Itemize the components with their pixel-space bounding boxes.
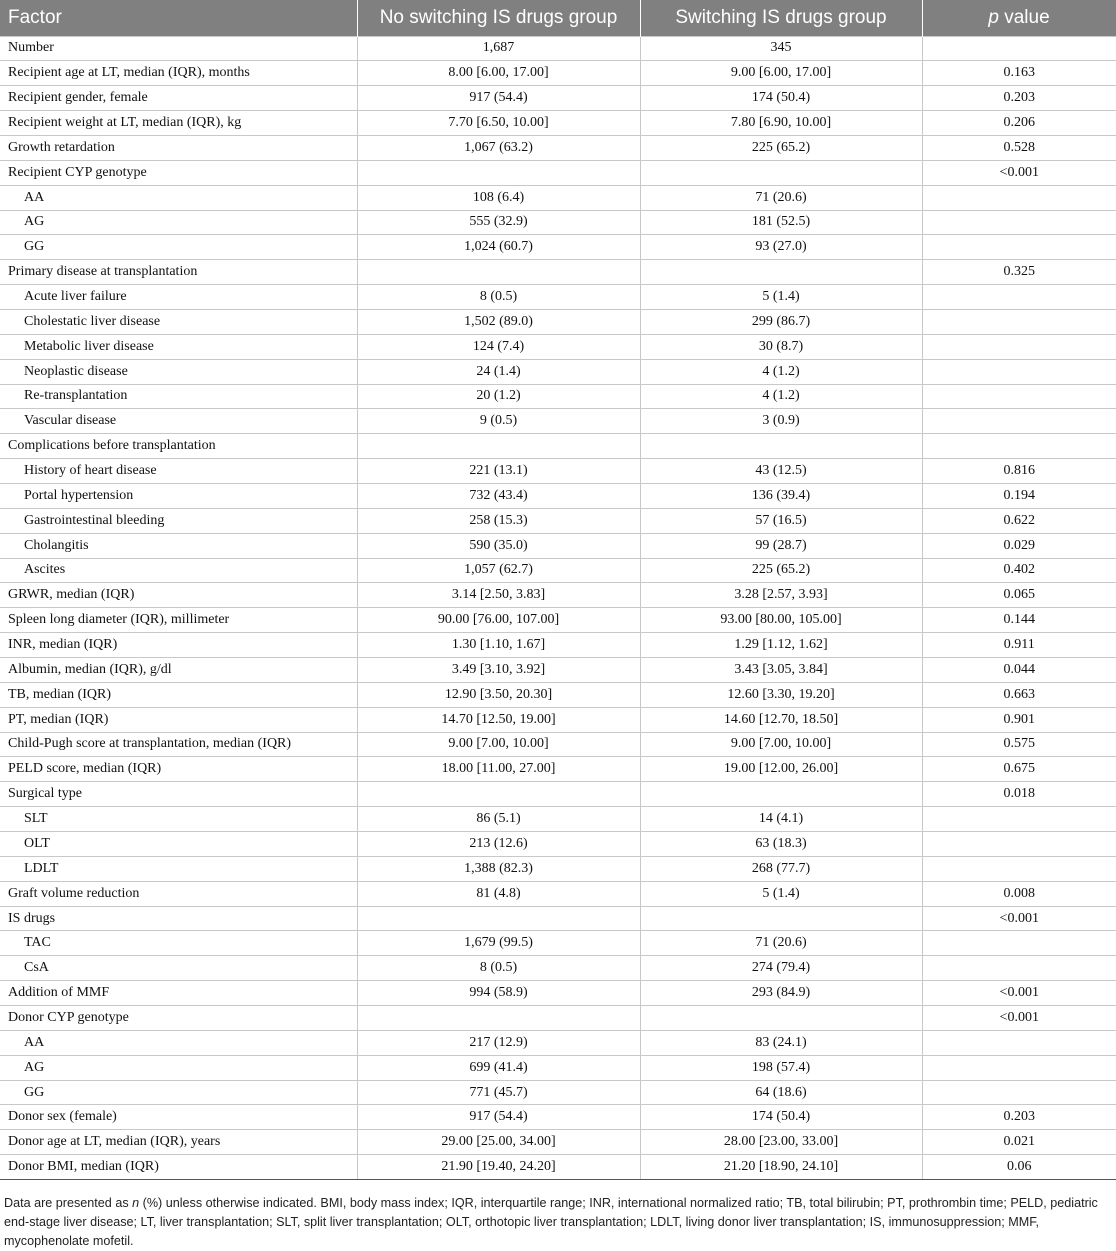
no-switching-value-cell: 1,067 (63.2) [357,135,640,160]
switching-value-cell: 1.29 [1.12, 1.62] [640,633,922,658]
table-row [0,881,1116,906]
switching-value-cell: 9.00 [7.00, 10.00] [640,732,922,757]
no-switching-value-cell: 732 (43.4) [357,483,640,508]
no-switching-value-cell: 1,057 (62.7) [357,558,640,583]
no-switching-value-cell: 221 (13.1) [357,459,640,484]
p-value-cell [922,285,1116,310]
switching-value-cell: 21.20 [18.90, 24.10] [640,1155,922,1180]
p-value-cell: 0.065 [922,583,1116,608]
footnote-n-symbol: n [132,1196,140,1211]
table-row [0,1006,1116,1031]
p-value-cell: <0.001 [922,160,1116,185]
factor-cell: Vascular disease [0,409,357,434]
no-switching-value-cell: 555 (32.9) [357,210,640,235]
factor-cell: TB, median (IQR) [0,682,357,707]
factor-cell: Graft volume reduction [0,881,357,906]
p-value-cell: 0.194 [922,483,1116,508]
factor-cell: Gastrointestinal bleeding [0,508,357,533]
no-switching-value-cell: 20 (1.2) [357,384,640,409]
switching-value-cell: 4 (1.2) [640,359,922,384]
no-switching-value-cell: 9 (0.5) [357,409,640,434]
factor-cell: Acute liver failure [0,285,357,310]
p-value-cell [922,334,1116,359]
factor-cell: GG [0,1080,357,1105]
factor-cell: Re-transplantation [0,384,357,409]
table-row [0,185,1116,210]
table-row [0,434,1116,459]
no-switching-value-cell: 590 (35.0) [357,533,640,558]
switching-value-cell: 9.00 [6.00, 17.00] [640,61,922,86]
switching-value-cell: 225 (65.2) [640,558,922,583]
table-row [0,459,1116,484]
table-footnote [4,1194,1112,1251]
no-switching-value-cell [357,434,640,459]
no-switching-value-cell [357,906,640,931]
table-row [0,707,1116,732]
p-value-cell: <0.001 [922,1006,1116,1031]
p-value-cell [922,807,1116,832]
factor-cell: Donor age at LT, median (IQR), years [0,1130,357,1155]
factor-cell: Metabolic liver disease [0,334,357,359]
switching-value-cell: 64 (18.6) [640,1080,922,1105]
factor-cell: Donor CYP genotype [0,1006,357,1031]
table-row [0,334,1116,359]
factor-cell: AG [0,1055,357,1080]
header-p-value [922,0,1116,36]
factor-cell: AG [0,210,357,235]
factor-cell: Complications before transplantation [0,434,357,459]
no-switching-value-cell: 9.00 [7.00, 10.00] [357,732,640,757]
factor-cell: Spleen long diameter (IQR), millimeter [0,608,357,633]
switching-value-cell: 174 (50.4) [640,86,922,111]
p-value-cell: 0.144 [922,608,1116,633]
switching-value-cell: 3.43 [3.05, 3.84] [640,657,922,682]
table-row [0,111,1116,136]
p-value-cell: 0.206 [922,111,1116,136]
no-switching-value-cell [357,782,640,807]
table-row [0,782,1116,807]
p-value-cell [922,36,1116,61]
switching-value-cell: 12.60 [3.30, 19.20] [640,682,922,707]
table-row [0,1130,1116,1155]
switching-value-cell: 19.00 [12.00, 26.00] [640,757,922,782]
factor-cell: Cholangitis [0,533,357,558]
no-switching-value-cell [357,1006,640,1031]
no-switching-value-cell: 108 (6.4) [357,185,640,210]
no-switching-value-cell: 8 (0.5) [357,285,640,310]
factor-cell: CsA [0,956,357,981]
p-value-cell [922,309,1116,334]
no-switching-value-cell: 771 (45.7) [357,1080,640,1105]
table-row [0,931,1116,956]
switching-value-cell: 174 (50.4) [640,1105,922,1130]
table-row [0,732,1116,757]
p-value-cell [922,409,1116,434]
p-value-cell: <0.001 [922,906,1116,931]
no-switching-value-cell: 14.70 [12.50, 19.00] [357,707,640,732]
table-row [0,309,1116,334]
switching-value-cell: 57 (16.5) [640,508,922,533]
switching-value-cell: 181 (52.5) [640,210,922,235]
table-row [0,409,1116,434]
no-switching-value-cell: 29.00 [25.00, 34.00] [357,1130,640,1155]
switching-value-cell: 99 (28.7) [640,533,922,558]
factor-cell: Addition of MMF [0,981,357,1006]
switching-value-cell: 63 (18.3) [640,832,922,857]
no-switching-value-cell: 258 (15.3) [357,508,640,533]
p-value-cell: 0.663 [922,682,1116,707]
table-row [0,1080,1116,1105]
p-value-cell [922,384,1116,409]
no-switching-value-cell: 917 (54.4) [357,1105,640,1130]
no-switching-value-cell: 12.90 [3.50, 20.30] [357,682,640,707]
no-switching-value-cell [357,160,640,185]
p-value-cell: 0.675 [922,757,1116,782]
p-value-cell: 0.029 [922,533,1116,558]
p-value-cell: 0.203 [922,86,1116,111]
no-switching-value-cell: 124 (7.4) [357,334,640,359]
factor-cell: Donor sex (female) [0,1105,357,1130]
no-switching-value-cell: 21.90 [19.40, 24.20] [357,1155,640,1180]
table-row [0,235,1116,260]
table-row [0,657,1116,682]
switching-value-cell: 28.00 [23.00, 33.00] [640,1130,922,1155]
table-body [0,36,1116,1180]
p-value-cell: 0.402 [922,558,1116,583]
factor-cell: SLT [0,807,357,832]
p-value-cell: 0.528 [922,135,1116,160]
switching-value-cell: 4 (1.2) [640,384,922,409]
header-factor: Factor [0,0,357,36]
factor-cell: Albumin, median (IQR), g/dl [0,657,357,682]
switching-value-cell: 198 (57.4) [640,1055,922,1080]
factor-cell: TAC [0,931,357,956]
p-value-cell [922,185,1116,210]
factor-cell: Cholestatic liver disease [0,309,357,334]
switching-value-cell: 71 (20.6) [640,185,922,210]
switching-value-cell: 293 (84.9) [640,981,922,1006]
p-value-cell [922,1030,1116,1055]
switching-value-cell: 43 (12.5) [640,459,922,484]
table-row [0,483,1116,508]
no-switching-value-cell: 917 (54.4) [357,86,640,111]
p-value-cell [922,1055,1116,1080]
switching-value-cell: 14.60 [12.70, 18.50] [640,707,922,732]
table-header [0,0,1116,36]
switching-value-cell: 30 (8.7) [640,334,922,359]
p-value-cell: <0.001 [922,981,1116,1006]
table-row [0,633,1116,658]
header-row [0,0,1116,36]
p-value-cell: 0.325 [922,260,1116,285]
p-value-cell: 0.008 [922,881,1116,906]
p-value-cell: 0.203 [922,1105,1116,1130]
factor-cell: Neoplastic disease [0,359,357,384]
factor-cell: INR, median (IQR) [0,633,357,658]
factor-cell: PELD score, median (IQR) [0,757,357,782]
switching-value-cell [640,434,922,459]
p-value-cell: 0.06 [922,1155,1116,1180]
factor-cell: Number [0,36,357,61]
table-row [0,757,1116,782]
no-switching-value-cell: 81 (4.8) [357,881,640,906]
no-switching-value-cell: 18.00 [11.00, 27.00] [357,757,640,782]
table-row [0,36,1116,61]
factor-cell: Recipient weight at LT, median (IQR), kg [0,111,357,136]
no-switching-value-cell: 1,502 (89.0) [357,309,640,334]
p-value-cell: 0.021 [922,1130,1116,1155]
switching-value-cell: 71 (20.6) [640,931,922,956]
no-switching-value-cell: 90.00 [76.00, 107.00] [357,608,640,633]
p-value-cell: 0.163 [922,61,1116,86]
table-row [0,1155,1116,1180]
header-switching-group: Switching IS drugs group [640,0,922,36]
no-switching-value-cell: 213 (12.6) [357,832,640,857]
switching-value-cell: 3.28 [2.57, 3.93] [640,583,922,608]
no-switching-value-cell: 8.00 [6.00, 17.00] [357,61,640,86]
table-row [0,210,1116,235]
table-row [0,856,1116,881]
no-switching-value-cell: 3.14 [2.50, 3.83] [357,583,640,608]
no-switching-value-cell: 1,679 (99.5) [357,931,640,956]
no-switching-value-cell: 8 (0.5) [357,956,640,981]
no-switching-value-cell: 1.30 [1.10, 1.67] [357,633,640,658]
switching-value-cell: 345 [640,36,922,61]
no-switching-value-cell: 994 (58.9) [357,981,640,1006]
header-p-letter: p [988,6,999,28]
factor-cell: IS drugs [0,906,357,931]
switching-value-cell: 268 (77.7) [640,856,922,881]
table-row [0,608,1116,633]
factor-cell: AA [0,185,357,210]
table-row [0,359,1116,384]
p-value-cell [922,359,1116,384]
factor-cell: Recipient gender, female [0,86,357,111]
table-row [0,384,1116,409]
table-row [0,956,1116,981]
switching-value-cell: 3 (0.9) [640,409,922,434]
switching-value-cell [640,1006,922,1031]
table-row [0,533,1116,558]
no-switching-value-cell: 217 (12.9) [357,1030,640,1055]
table-row [0,906,1116,931]
factor-cell: GRWR, median (IQR) [0,583,357,608]
factor-cell: Recipient age at LT, median (IQR), months [0,61,357,86]
p-value-cell: 0.018 [922,782,1116,807]
table-row [0,583,1116,608]
table-row [0,981,1116,1006]
table-row [0,558,1116,583]
factor-cell: GG [0,235,357,260]
no-switching-value-cell: 86 (5.1) [357,807,640,832]
factor-cell: Child-Pugh score at transplantation, median (IQR) [0,732,357,757]
no-switching-value-cell: 1,388 (82.3) [357,856,640,881]
p-value-cell: 0.816 [922,459,1116,484]
p-value-cell [922,856,1116,881]
table-row [0,508,1116,533]
switching-value-cell: 83 (24.1) [640,1030,922,1055]
p-value-cell [922,931,1116,956]
switching-value-cell: 14 (4.1) [640,807,922,832]
switching-value-cell: 7.80 [6.90, 10.00] [640,111,922,136]
factor-cell: AA [0,1030,357,1055]
switching-value-cell [640,782,922,807]
factor-cell: History of heart disease [0,459,357,484]
table-row [0,1030,1116,1055]
switching-value-cell: 225 (65.2) [640,135,922,160]
header-no-switching-group: No switching IS drugs group [357,0,640,36]
header-p-suffix: value [998,6,1050,28]
table-row [0,682,1116,707]
table-row [0,285,1116,310]
p-value-cell [922,1080,1116,1105]
table-row [0,86,1116,111]
no-switching-value-cell [357,260,640,285]
factor-cell: Surgical type [0,782,357,807]
table-row [0,135,1116,160]
factor-cell: Recipient CYP genotype [0,160,357,185]
table-row [0,260,1116,285]
no-switching-value-cell: 3.49 [3.10, 3.92] [357,657,640,682]
switching-value-cell: 299 (86.7) [640,309,922,334]
factor-cell: Growth retardation [0,135,357,160]
p-value-cell [922,832,1116,857]
p-value-cell: 0.622 [922,508,1116,533]
switching-value-cell: 5 (1.4) [640,285,922,310]
p-value-cell [922,210,1116,235]
footnote-text-rest: (%) unless otherwise indicated. BMI, body mass index; IQR, interquartile range; INR, international normalized ratio; TB, total bilirubin; PT, prothrombin time; PELD, pediatric end-stage liver disease; LT, liver transplantation; SLT, split liver transplantation; OLT, orthotopic liver transplantation; LDLT, living donor liver transplantation; IS, immunosuppression; MMF, mycophenolate mofetil. [4,1196,1098,1249]
factor-cell: PT, median (IQR) [0,707,357,732]
p-value-cell: 0.575 [922,732,1116,757]
table-row [0,1055,1116,1080]
switching-value-cell: 93.00 [80.00, 105.00] [640,608,922,633]
switching-value-cell [640,160,922,185]
p-value-cell: 0.911 [922,633,1116,658]
switching-value-cell [640,260,922,285]
table-row [0,832,1116,857]
factor-cell: Donor BMI, median (IQR) [0,1155,357,1180]
footnote-text-start: Data are presented as [4,1196,133,1211]
factor-cell: Primary disease at transplantation [0,260,357,285]
switching-value-cell: 274 (79.4) [640,956,922,981]
no-switching-value-cell: 1,024 (60.7) [357,235,640,260]
factor-cell: OLT [0,832,357,857]
switching-value-cell: 136 (39.4) [640,483,922,508]
factor-cell: Ascites [0,558,357,583]
no-switching-value-cell: 699 (41.4) [357,1055,640,1080]
switching-value-cell: 93 (27.0) [640,235,922,260]
no-switching-value-cell: 1,687 [357,36,640,61]
table-row [0,61,1116,86]
table-row [0,1105,1116,1130]
p-value-cell: 0.044 [922,657,1116,682]
switching-value-cell [640,906,922,931]
factor-cell: LDLT [0,856,357,881]
p-value-cell [922,434,1116,459]
switching-value-cell: 5 (1.4) [640,881,922,906]
p-value-cell: 0.901 [922,707,1116,732]
no-switching-value-cell: 7.70 [6.50, 10.00] [357,111,640,136]
p-value-cell [922,956,1116,981]
table-row [0,807,1116,832]
no-switching-value-cell: 24 (1.4) [357,359,640,384]
table-row [0,160,1116,185]
factor-cell: Portal hypertension [0,483,357,508]
p-value-cell [922,235,1116,260]
